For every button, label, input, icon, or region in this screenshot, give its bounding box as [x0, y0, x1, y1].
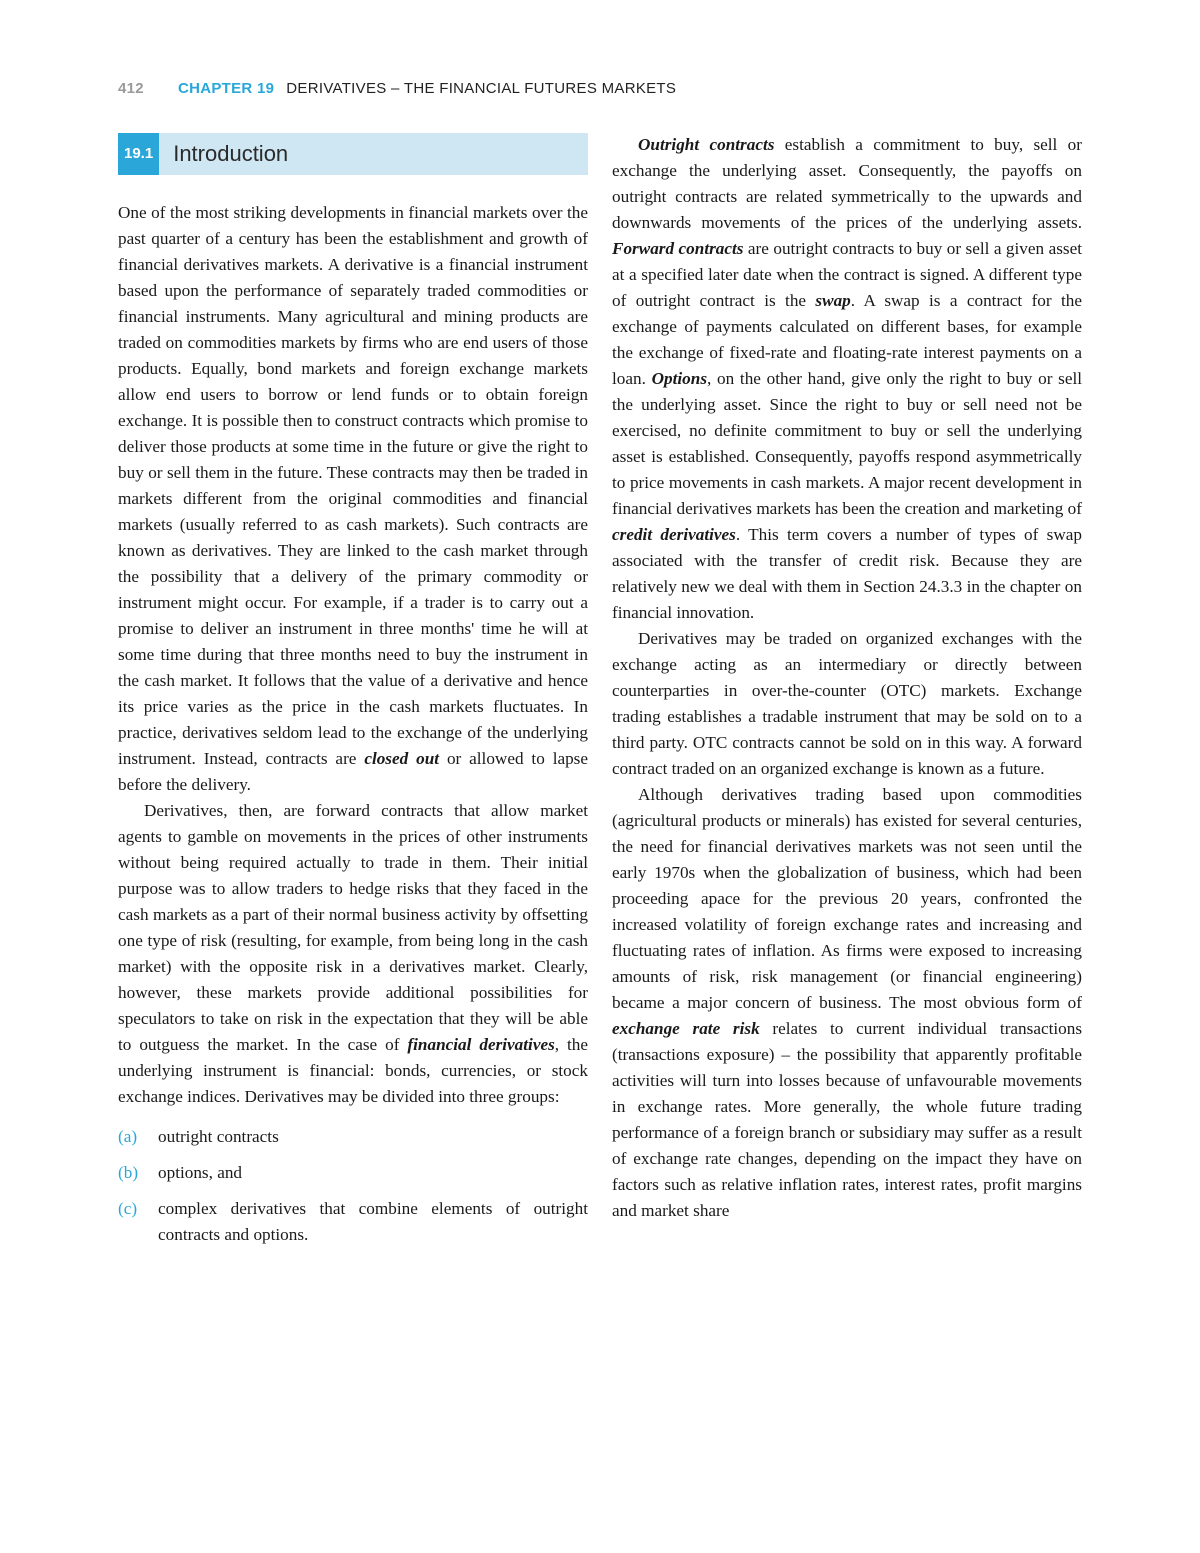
paragraph: Although derivatives trading based upon commodities (agricultural products or minerals) has existed for several centuries, the need for financial derivatives markets was not seen until the early 1970s when the globalization of business, which had been proceeding apace for the previous 20 years, confronted the increased volatility of foreign exchange rates and increasing and fluctuating rates of inflation. As firms were exposed to increasing amounts of risk, risk management (or financial engineering) became a major concern of business. The most obvious form of exchange rate risk relates to current individual transactions (transactions exposure) – the possibility that apparently profitable activities will turn into losses because of unfavourable movements in exchange rates. More generally, the whole future trading performance of a foreign branch or subsidiary may suffer as a result of exchange rate changes, depending on the impact they have on factors such as relative inflation rates, interest rates, profit margins and market share — [612, 785, 1083, 1220]
derivative-groups-list — [118, 1124, 588, 1248]
left-column — [118, 200, 588, 1258]
paragraph: One of the most striking developments in financial markets over the past quarter of a century has been the establishment and growth of financial derivatives markets. A derivative is a financial instrument based upon the performance of separately traded commodities or financial instruments. Many agricultural and mining products are traded on commodities markets by firms who are end users of those products. Equally, bond markets and foreign exchange markets allow end users to borrow or lend funds or to obtain foreign exchange. It is possible then to construct contracts which promise to deliver those products at some time in the future or give the right to buy or sell them in the future. These contracts may then be traded in markets different from the original commodities and financial markets (usually referred to as cash markets). Such contracts are known as derivatives. They are linked to the cash market through the possibility that a delivery of the primary commodity or instrument might occur. For example, if a trader is to carry out a promise to deliver an instrument in three months' time he will at some time during that three months need to buy the instrument in the cash market. It follows that the value of a derivative and hence its price varies as the price in the cash markets fluctuates. In practice, derivatives seldom lead to the exchange of the underlying instrument. Instead, contracts are closed out or allowed to lapse before the delivery. — [118, 203, 589, 794]
running-head — [118, 80, 676, 97]
paragraph: Derivatives, then, are forward contracts that allow market agents to gamble on movements in the prices of other instruments without being required actually to trade in them. Their initial purpose was to allow traders to hedge risks that they faced in the cash markets as a part of their normal business activity by offsetting one type of risk (resulting, for example, from being long in the cash market) with the opposite risk in a derivatives market. Clearly, however, these markets provide additional possibilities for speculators to take on risk in the expectation that they will be able to outguess the market. In the case of financial derivatives, the underlying instrument is financial: bonds, currencies, or stock exchange indices. Derivatives may be divided into three groups: — [118, 801, 589, 1106]
right-column — [612, 132, 1082, 1224]
chapter-title: DERIVATIVES – THE FINANCIAL FUTURES MARKETS — [286, 80, 677, 97]
section-title: Introduction — [173, 141, 289, 166]
section-number: 19.1 — [118, 133, 159, 175]
list-item: (a) outright contracts — [118, 1127, 279, 1146]
list-item: (b) options, and — [118, 1163, 243, 1182]
page-number: 412 — [118, 80, 144, 97]
paragraph: Outright contracts establish a commitment to buy, sell or exchange the underlying asset. Consequently, the payoffs on outright contracts are related symmetrically to the upwards and downwards movements of the prices of the underlying assets. Forward contracts are outright contracts to buy or sell a given asset at a specified later date when the contract is signed. A different type of outright contract is the swap. A swap is a contract for the exchange of payments calculated on different bases, for example the exchange of fixed-rate and floating-rate interest payments on a loan. Options, on the other hand, give only the right to buy or sell the underlying asset. Since the right to buy or sell need not be exercised, no definite commitment to buy or sell the underlying asset is established. Consequently, payoffs respond asymmetrically to price movements in cash markets. A major recent development in financial derivatives markets has been the creation and marketing of credit derivatives. This term covers a number of types of swap associated with the transfer of credit risk. Because they are relatively new we deal with them in Section 24.3.3 in the chapter on financial innovation. — [612, 135, 1083, 622]
list-item: (c) complex derivatives that combine elements of outright contracts and options. — [118, 1199, 588, 1244]
section-heading — [118, 133, 588, 175]
paragraph: Derivatives may be traded on organized exchanges with the exchange acting as an intermediary or directly between counterparties in over-the-counter (OTC) markets. Exchange trading establishes a tradable instrument that may be sold on to a third party. OTC contracts cannot be sold on in this way. A forward contract traded on an organized exchange is known as a future. — [612, 629, 1082, 778]
chapter-label: CHAPTER 19 — [177, 80, 275, 97]
